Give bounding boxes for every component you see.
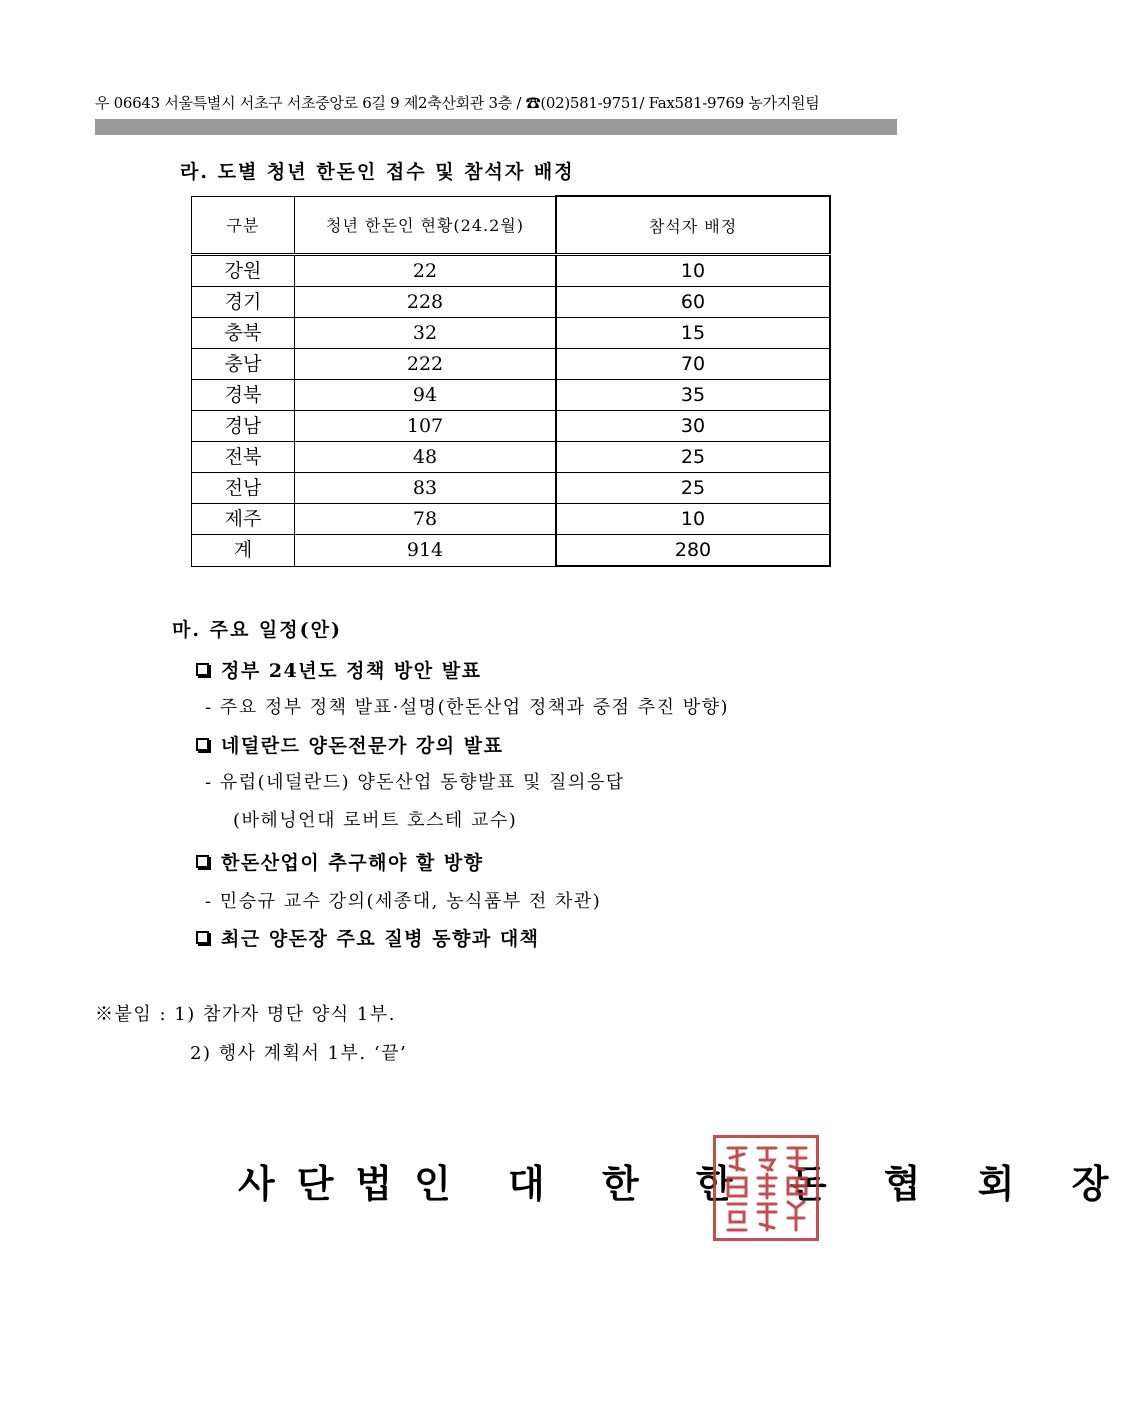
region-allocation-table	[191, 195, 831, 567]
schedule-item-heading: 정부 24년도 정책 방안 발표	[221, 660, 482, 682]
table-row	[192, 318, 831, 349]
table-row	[192, 287, 831, 318]
cell-assigned: 15	[556, 318, 830, 349]
schedule-item-detail: - 민승규 교수 강의(세종대, 농식품부 전 차관)	[205, 891, 602, 912]
official-seal-icon	[713, 1135, 819, 1241]
checkbox-icon	[196, 931, 209, 944]
cell-region: 경남	[192, 411, 295, 442]
section-ma-title: 마. 주요 일정(안)	[172, 619, 342, 641]
checkbox-icon	[196, 855, 209, 868]
cell-current: 78	[295, 504, 557, 535]
cell-region: 경북	[192, 380, 295, 411]
issuer-signature: 사단법인 대 한 한 돈 협 회 장	[238, 1161, 1130, 1206]
cell-region: 경기	[192, 287, 295, 318]
cell-region: 제주	[192, 504, 295, 535]
cell-assigned: 60	[556, 287, 830, 318]
header-divider	[95, 119, 897, 135]
seal-glyphs	[716, 1138, 816, 1238]
section-ra-title: 라. 도별 청년 한돈인 접수 및 참석자 배정	[180, 161, 575, 183]
cell-region: 전남	[192, 473, 295, 504]
schedule-item-heading: 한돈산업이 추구해야 할 방향	[221, 852, 484, 874]
schedule-item-detail: - 주요 정부 정책 발표·설명(한돈산업 정책과 중점 추진 방향)	[205, 697, 730, 718]
checkbox-icon	[196, 738, 209, 751]
cell-assigned: 35	[556, 380, 830, 411]
schedule-item-1	[196, 656, 481, 683]
cell-current: 94	[295, 380, 557, 411]
cell-assigned: 10	[556, 255, 830, 287]
schedule-item-detail: - 유럽(네덜란드) 양돈산업 동향발표 및 질의응답	[205, 772, 625, 793]
attachment-line-1: ※붙임 : 1) 참가자 명단 양식 1부.	[95, 1004, 396, 1025]
table-header-row	[192, 196, 831, 255]
table-row	[192, 255, 831, 287]
cell-assigned: 10	[556, 504, 830, 535]
table-total-row	[192, 535, 831, 567]
cell-current: 107	[295, 411, 557, 442]
cell-region: 강원	[192, 255, 295, 287]
cell-assigned: 25	[556, 442, 830, 473]
table-row	[192, 504, 831, 535]
schedule-item-detail: (바헤닝언대 로버트 호스테 교수)	[233, 810, 518, 831]
schedule-item-2	[196, 731, 503, 758]
cell-current: 32	[295, 318, 557, 349]
checkbox-icon	[196, 663, 209, 676]
column-header-assigned: 참석자 배정	[556, 196, 830, 255]
cell-current: 83	[295, 473, 557, 504]
cell-assigned: 70	[556, 349, 830, 380]
table-row	[192, 473, 831, 504]
schedule-item-4	[196, 924, 540, 951]
cell-current: 48	[295, 442, 557, 473]
cell-region: 충남	[192, 349, 295, 380]
cell-assigned: 30	[556, 411, 830, 442]
cell-total-assigned: 280	[556, 535, 830, 567]
column-header-current: 청년 한돈인 현황(24.2월)	[295, 196, 557, 255]
cell-current: 228	[295, 287, 557, 318]
table-row	[192, 442, 831, 473]
table-row	[192, 411, 831, 442]
schedule-item-heading: 네덜란드 양돈전문가 강의 발표	[221, 735, 504, 757]
schedule-item-heading: 최근 양돈장 주요 질병 동향과 대책	[221, 928, 540, 950]
cell-region: 전북	[192, 442, 295, 473]
schedule-item-3	[196, 848, 484, 875]
attachment-line-2: 2) 행사 계획서 1부. ‘끝’	[190, 1043, 408, 1064]
cell-region: 충북	[192, 318, 295, 349]
cell-total-label: 계	[192, 535, 295, 567]
cell-current: 22	[295, 255, 557, 287]
table-row	[192, 380, 831, 411]
cell-current: 222	[295, 349, 557, 380]
cell-total-current: 914	[295, 535, 557, 567]
column-header-region: 구분	[192, 196, 295, 255]
table-row	[192, 349, 831, 380]
cell-assigned: 25	[556, 473, 830, 504]
header-address: 우 06643 서울특별시 서초구 서초중앙로 6길 9 제2축산회관 3층 / ☎(02)581-9751/ Fax581-9769 농가지원팀	[95, 94, 820, 112]
